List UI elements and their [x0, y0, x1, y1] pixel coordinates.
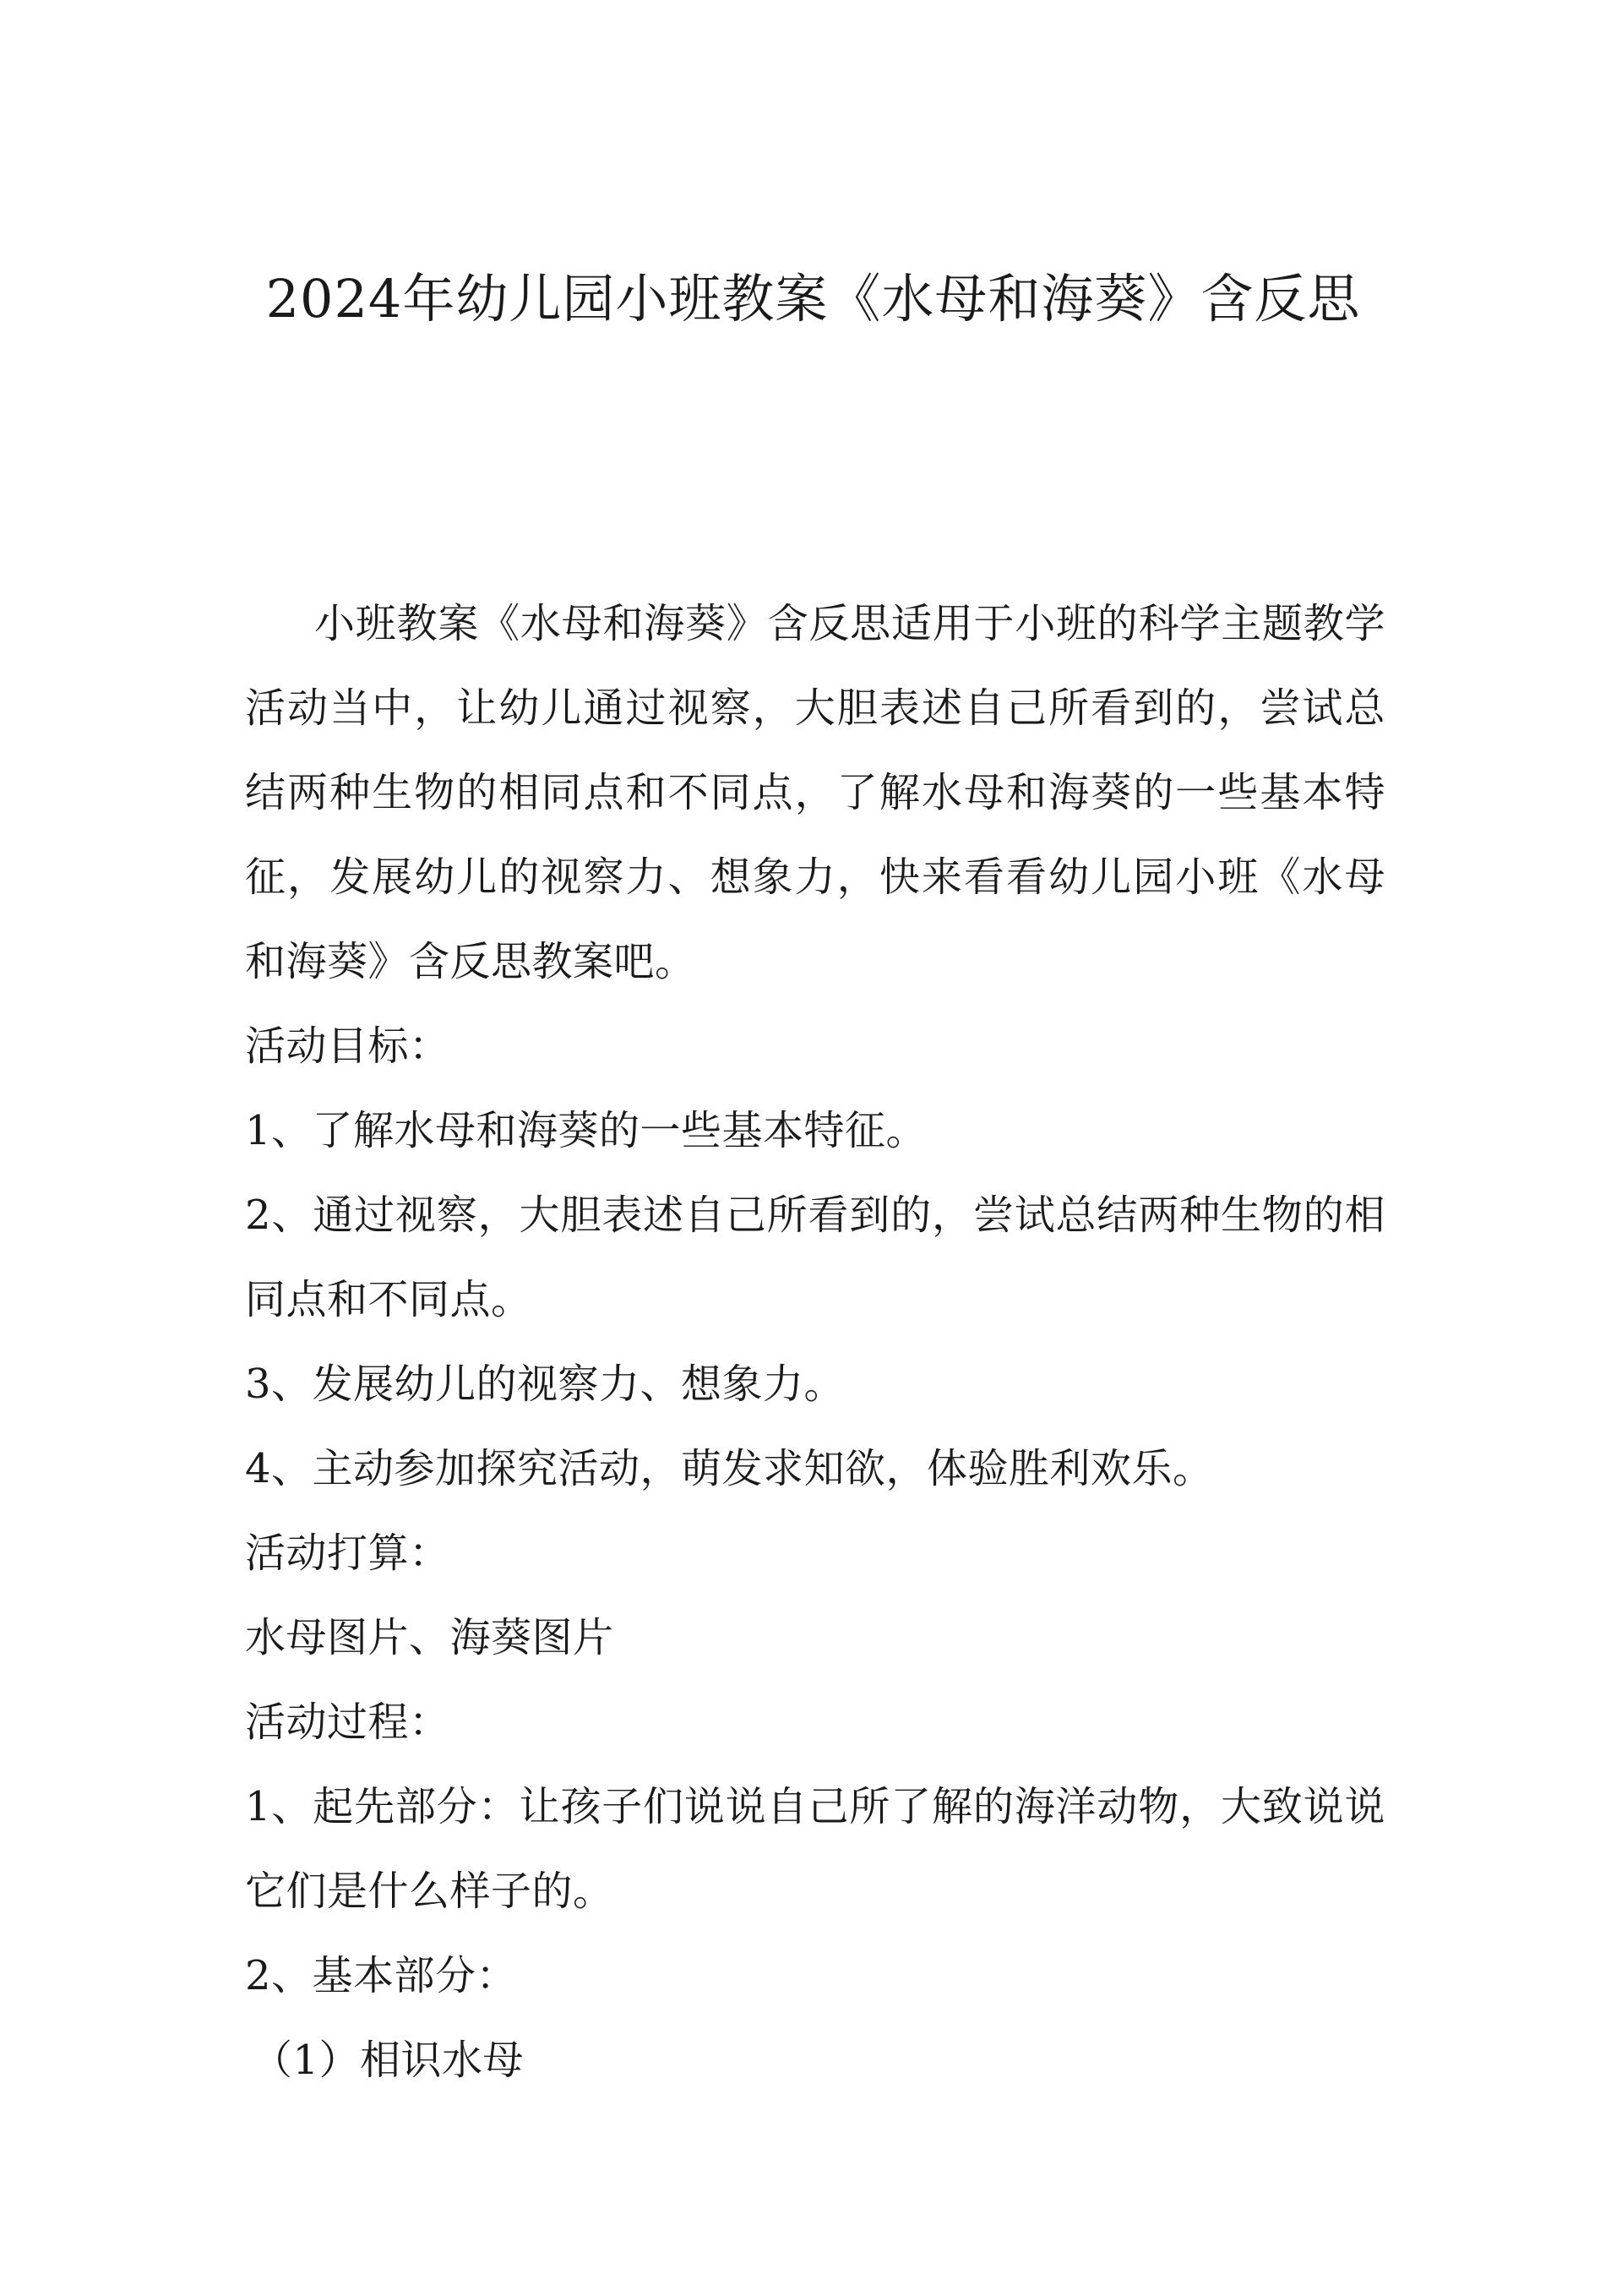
process-step-1: 1、起先部分：让孩子们说说自己所了解的海洋动物，大致说说它们是什么样子的。 — [245, 1783, 1385, 1915]
goals-heading: 活动目标： — [245, 1023, 450, 1070]
process-heading: 活动过程： — [245, 1699, 450, 1746]
goal-item-1: 1、了解水母和海葵的一些基本特征。 — [245, 1107, 928, 1154]
goal-item-2: 2、通过视察，大胆表述自己所看到的，尝试总结两种生物的相同点和不同点。 — [245, 1192, 1385, 1323]
intro-paragraph: 小班教案《水母和海葵》含反思适用于小班的科学主题教学活动当中，让幼儿通过视察，大胆表述自己所看到的，尝试总结两种生物的相同点和不同点，了解水母和海葵的一些基本特征，发展幼儿的视察力、想象力，快来看看幼儿园小班《水母和海葵》含反思教案吧。 — [245, 600, 1385, 985]
document-title: 2024年幼儿园小班教案《水母和海葵》含反思 — [265, 268, 1361, 330]
document-body — [245, 581, 1385, 2102]
process-step-2: 2、基本部分： — [245, 1952, 518, 1999]
goal-item-4: 4、主动参加探究活动，萌发求知欲，体验胜利欢乐。 — [245, 1445, 1214, 1492]
process-substep-1: （1）相识水母 — [252, 2037, 525, 2084]
preparation-materials: 水母图片、海葵图片 — [245, 1614, 614, 1661]
goal-item-3: 3、发展幼儿的视察力、想象力。 — [245, 1361, 846, 1408]
preparation-heading: 活动打算： — [245, 1530, 450, 1577]
